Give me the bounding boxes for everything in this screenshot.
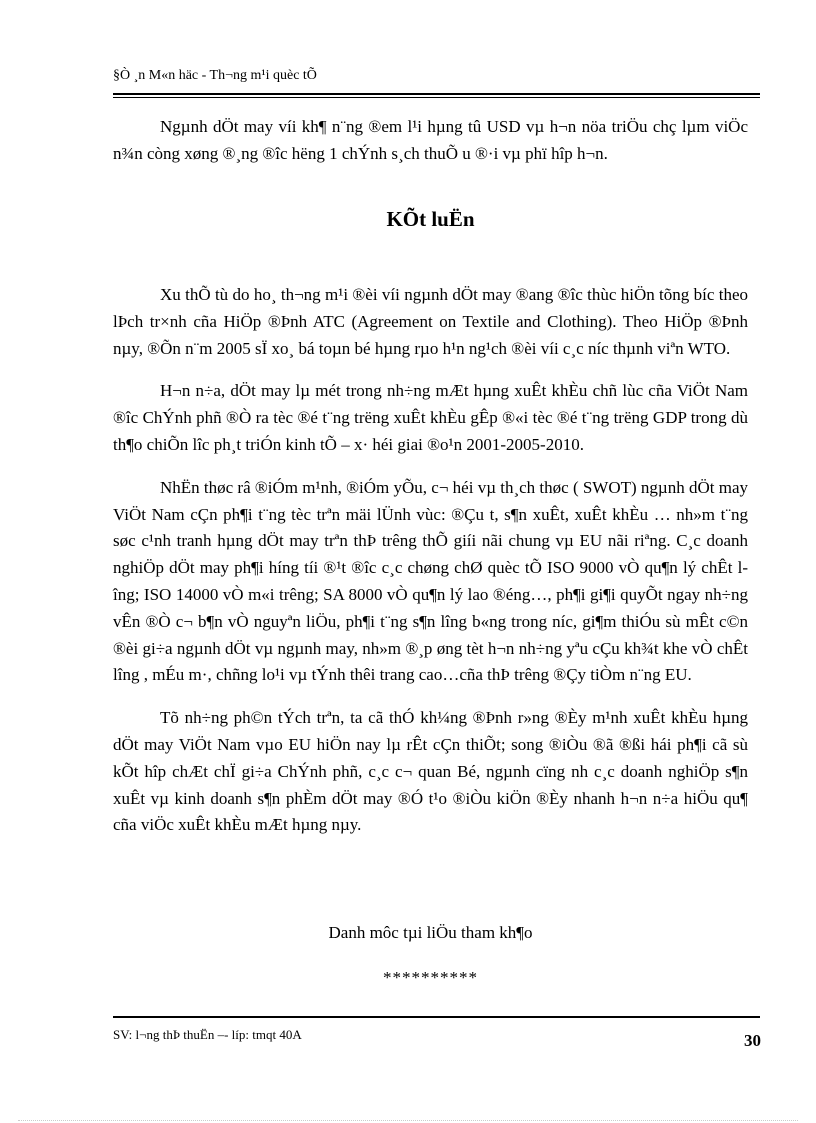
paragraph-4: Tõ nh÷ng ph©n tÝch trªn, ta cã thÓ kh¼ng ®Þnh r»ng ®Èy m¹nh xuÊt khÈu hµng dÖt may ViÖt Nam vµo EU hiÖn nay lµ rÊt cÇn thiÕt; song ®iÒu ®ã ®ßi hái ph¶i cã sù kÕt hîp chÆt chÏ gi÷a ChÝnh phñ, c¸c c¬ quan Bé, ngµnh cïng nh c¸c doanh nghiÖp s¶n xuÊt vµ kinh doanh s¶n phÈm dÖt may ®Ó t¹o ®iÒu kiÖn ®Èy nhanh h¬n n÷a hiÖu qu¶ cña viÖc xuÊt khÈu mÆt hµng nµy. [113,708,748,835]
intro-block [113,114,748,168]
page-edge-line [18,1120,798,1121]
intro-paragraph: Ngµnh dÖt may víi kh¶ n¨ng ®em l¹i hµng tû USD vµ h¬n nöa triÖu chç lµm viÖc n¾n còng xøng ®¸ng ®îc hëng 1 chÝnh s¸ch thuÕ u ®·i vµ phï hîp h¬n. [113,117,748,163]
paragraph-1: Xu thÕ tù do ho¸ th¬ng m¹i ®èi víi ngµnh dÖt may ®ang ®îc thùc hiÖn tõng bíc theo lÞch tr×nh cña HiÖp ®Þnh ATC (Agreement on Textile and Clothing). Theo HiÖp ®Þnh nµy, ®Õn n¨m 2005 sÏ xo¸ bá toµn bé hµng rµo h¹n ng¹ch ®èi víi c¸c níc thµnh viªn WTO. [113,285,748,358]
footer-rule [113,1016,760,1018]
header-rule [113,93,760,95]
references-heading: Danh môc tµi liÖu tham kh¶o [328,923,533,942]
conclusion-body [113,282,748,855]
page-header: §Ò ¸n M«n häc - Th¬ng m¹i quèc tÕ [113,68,317,83]
paragraph-3: NhËn thøc râ ®iÓm m¹nh, ®iÓm yÕu, c¬ héi vµ th¸ch thøc ( SWOT) ngµnh dÖt may ViÖt Nam cÇn ph¶i t¨ng tèc trªn mäi lÜnh vùc: ®Çu t, s¶n xuÊt, xuÊt khÈu … nh»m t¨ng søc c¹nh tranh hµng dÖt may trªn thÞ trêng thÕ giíi nãi chung vµ EU nãi riªng. C¸c doanh nghiÖp dÖt may ph¶i híng tíi ®¹t ®îc c¸c chøng chØ quèc tÕ ISO 9000 vÒ qu¶n lý chÊt lîng; ISO 14000 vÒ m«i trêng; SA 8000 vÒ qu¶n lý lao ®éng…, ph¶i gi¶i quyÕt ngay nh÷ng vÊn ®Ò c¬ b¶n vÒ nguyªn liÖu, ph¶i t¨ng s¶n lîng b«ng trong níc, gi¶m thiÓu sù mÊt c©n ®èi gi÷a ngµnh dÖt vµ ngµnh may, nh»m ®¸p øng tèt h¬n nh÷ng yªu cÇu kh¾t khe vÒ chÊt lîng , mÉu m·, chñng lo¹i vµ tÝnh thêi trang cao…cña thÞ trêng ®Çy tiÒm n¨ng EU. [113,477,748,685]
page-number: 30 [744,1031,761,1050]
separator-stars: ********** [383,968,478,987]
header-rule-thin [113,97,760,98]
footer-text: SV: l¬ng thÞ thuËn –- líp: tmqt 40A [113,1027,302,1042]
paragraph-2: H¬n n÷a, dÖt may lµ mét trong nh÷ng mÆt hµng xuÊt khÈu chñ lùc cña ViÖt Nam ®îc ChÝnh phñ ®Ò ra tèc ®é t¨ng trëng xuÊt khÈu gÊp ®«i tèc ®é t¨ng trëng GDP trong dù th¶o chiÕn lîc ph¸t triÓn kinh tÕ – x· héi giai ®o¹n 2001-2005-2010. [113,381,748,454]
section-title: KÕt luËn [386,207,475,231]
